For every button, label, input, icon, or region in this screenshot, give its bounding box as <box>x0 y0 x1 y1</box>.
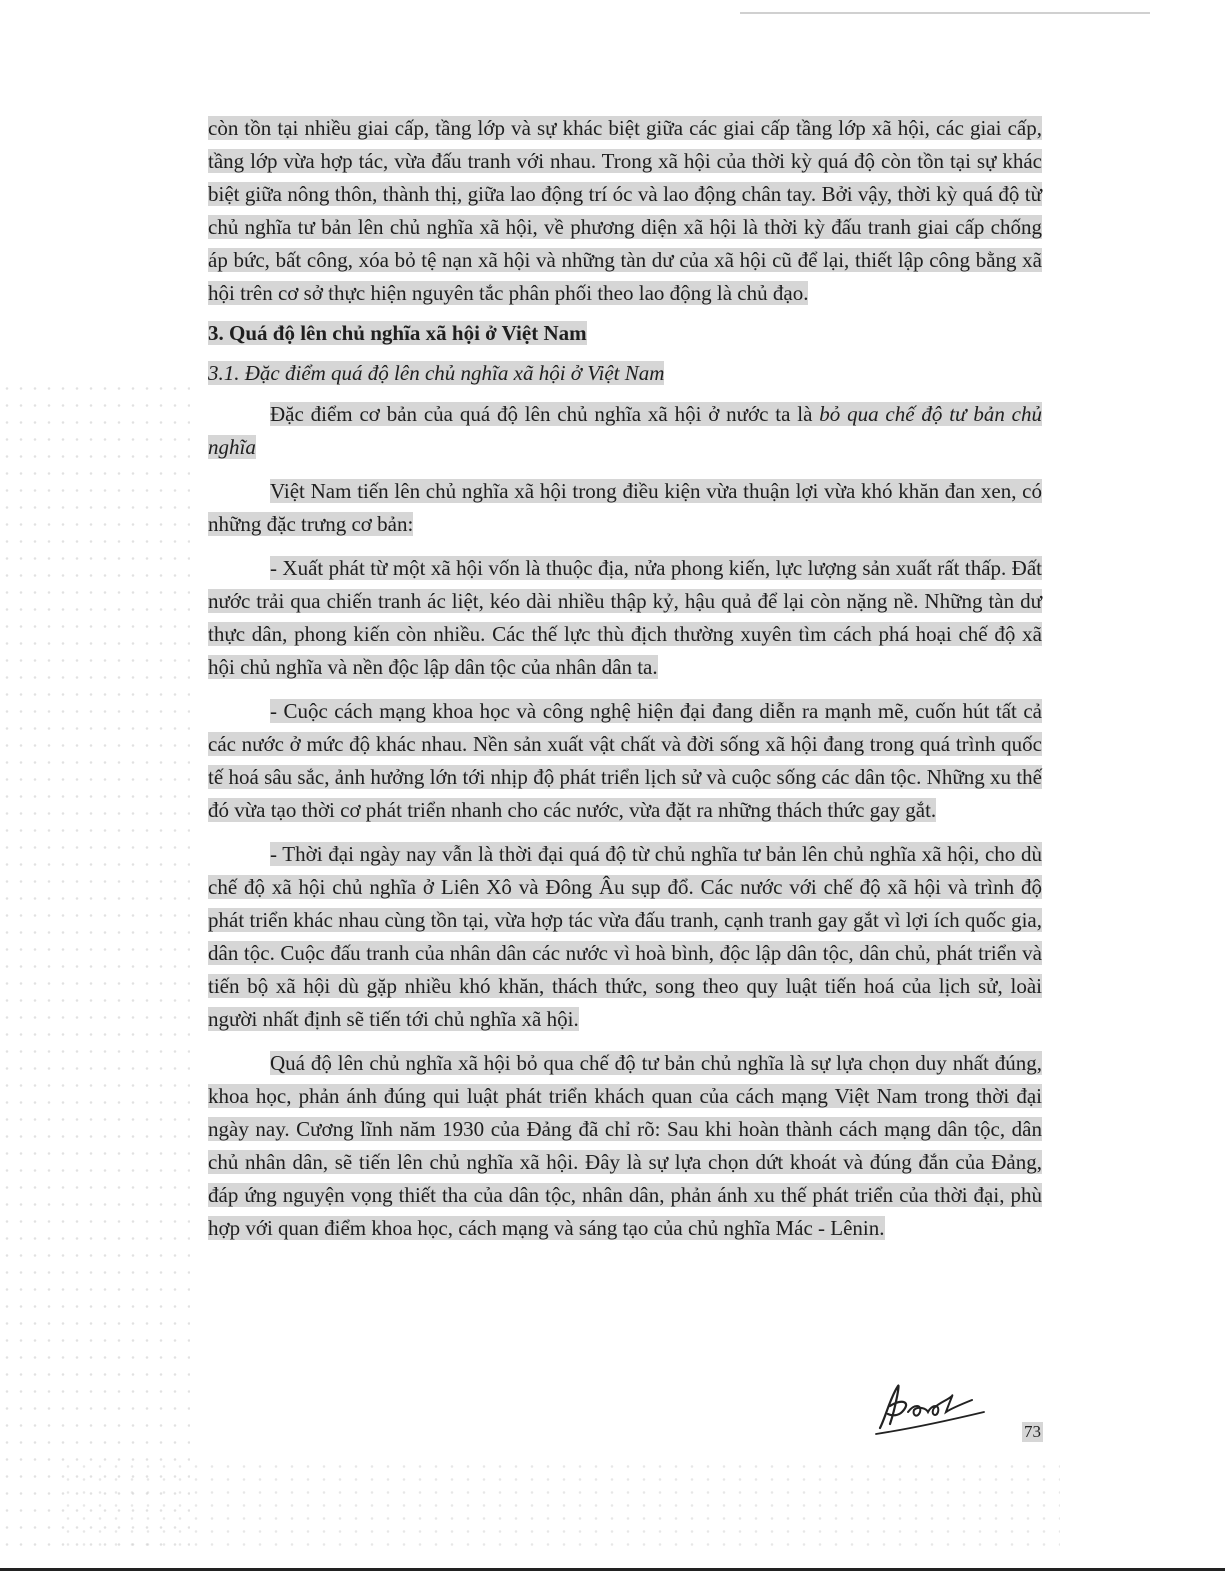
paragraph-characteristic <box>208 398 1042 464</box>
paragraph-conditions-text: Việt Nam tiến lên chủ nghĩa xã hội trong điều kiện vừa thuận lợi vừa khó khăn đan xen, có những đặc trưng cơ bản: <box>208 479 1042 536</box>
bullet-item-2 <box>208 695 1042 827</box>
bullet-item-2-text: - Cuộc cách mạng khoa học và công nghệ hiện đại đang diễn ra mạnh mẽ, cuốn hút tất cả các nước ở mức độ khác nhau. Nền sản xuất vật chất và đời sống xã hội đang trong quá trình quốc tế hoá sâu sắc, ảnh hưởng lớn tới nhịp độ phát triển lịch sử và cuộc sống các dân tộc. Những xu thế đó vừa tạo thời cơ phát triển nhanh cho các nước, vừa đặt ra những thách thức gay gắt. <box>208 699 1042 822</box>
subsection-heading <box>208 357 1042 390</box>
section-heading <box>208 317 1042 350</box>
paragraph-characteristic-emphasis: bỏ qua chế độ tư bản chủ nghĩa <box>208 402 1042 459</box>
paragraph-conclusion <box>208 1047 1042 1245</box>
section-heading-text: 3. Quá độ lên chủ nghĩa xã hội ở Việt Nam <box>208 321 587 345</box>
page-top-edge-line <box>740 12 1150 14</box>
paragraph-conclusion-text: Quá độ lên chủ nghĩa xã hội bỏ qua chế độ tư bản chủ nghĩa là sự lựa chọn duy nhất đúng, khoa học, phản ánh đúng qui luật phát triển khách quan của cách mạng Việt Nam trong thời đại ngày nay. Cương lĩnh năm 1930 của Đảng đã chỉ rõ: Sau khi hoàn thành cách mạng dân tộc, dân chủ nhân dân, sẽ tiến lên chủ nghĩa xã hội. Đây là sự lựa chọn dứt khoát và đúng đắn của Đảng, đáp ứng nguyện vọng thiết tha của dân tộc, nhân dân, phản ánh xu thế phát triển của thời đại, phù hợp với quan điểm khoa học, cách mạng và sáng tạo của chủ nghĩa Mác - Lênin. <box>208 1051 1042 1240</box>
paragraph-characteristic-text: Đặc điểm cơ bản của quá độ lên chủ nghĩa xã hội ở nước ta là <box>270 402 820 426</box>
page-number: 73 <box>1024 1422 1041 1441</box>
bullet-item-1 <box>208 552 1042 684</box>
paragraph-intro <box>208 112 1042 310</box>
subsection-heading-text: 3.1. Đặc điểm quá độ lên chủ nghĩa xã hội ở Việt Nam <box>208 361 665 385</box>
page-bottom-edge-line <box>0 1568 1225 1571</box>
paragraph-conditions <box>208 475 1042 541</box>
scan-noise-bottom <box>60 1460 1060 1550</box>
document-body <box>208 112 1042 1245</box>
bullet-item-3 <box>208 838 1042 1036</box>
paragraph-intro-text: còn tồn tại nhiều giai cấp, tầng lớp và sự khác biệt giữa các giai cấp tầng lớp xã hội, các giai cấp, tầng lớp vừa hợp tác, vừa đấu tranh với nhau. Trong xã hội của thời kỳ quá độ còn tồn tại sự khác biệt giữa nông thôn, thành thị, giữa lao động trí óc và lao động chân tay. Bởi vậy, thời kỳ quá độ từ chủ nghĩa tư bản lên chủ nghĩa xã hội, về phương diện xã hội là thời kỳ đấu tranh giai cấp chống áp bức, bất công, xóa bỏ tệ nạn xã hội và những tàn dư của xã hội cũ để lại, thiết lập công bằng xã hội trên cơ sở thực hiện nguyên tắc phân phối theo lao động là chủ đạo. <box>208 116 1042 305</box>
bullet-item-3-text: - Thời đại ngày nay vẫn là thời đại quá độ từ chủ nghĩa tư bản lên chủ nghĩa xã hội, cho dù chế độ xã hội chủ nghĩa ở Liên Xô và Đông Âu sụp đổ. Các nước với chế độ xã hội và trình độ phát triển khác nhau cùng tồn tại, vừa hợp tác vừa đấu tranh, cạnh tranh gay gắt vì lợi ích quốc gia, dân tộc. Cuộc đấu tranh của nhân dân các nước vì hoà bình, độc lập dân tộc, dân chủ, phát triển và tiến bộ xã hội dù gặp nhiều khó khăn, thách thức, song theo quy luật tiến hoá của lịch sử, loài người nhất định sẽ tiến tới chủ nghĩa xã hội. <box>208 842 1042 1031</box>
handwritten-signature <box>872 1376 992 1438</box>
bullet-item-1-text: - Xuất phát từ một xã hội vốn là thuộc địa, nửa phong kiến, lực lượng sản xuất rất thấp. Đất nước trải qua chiến tranh ác liệt, kéo dài nhiều thập kỷ, hậu quả để lại còn nặng nề. Những tàn dư thực dân, phong kiến còn nhiều. Các thế lực thù địch thường xuyên tìm cách phá hoại chế độ xã hội chủ nghĩa và nền độc lập dân tộc của nhân dân ta. <box>208 556 1042 679</box>
scan-noise-left <box>0 380 190 1550</box>
